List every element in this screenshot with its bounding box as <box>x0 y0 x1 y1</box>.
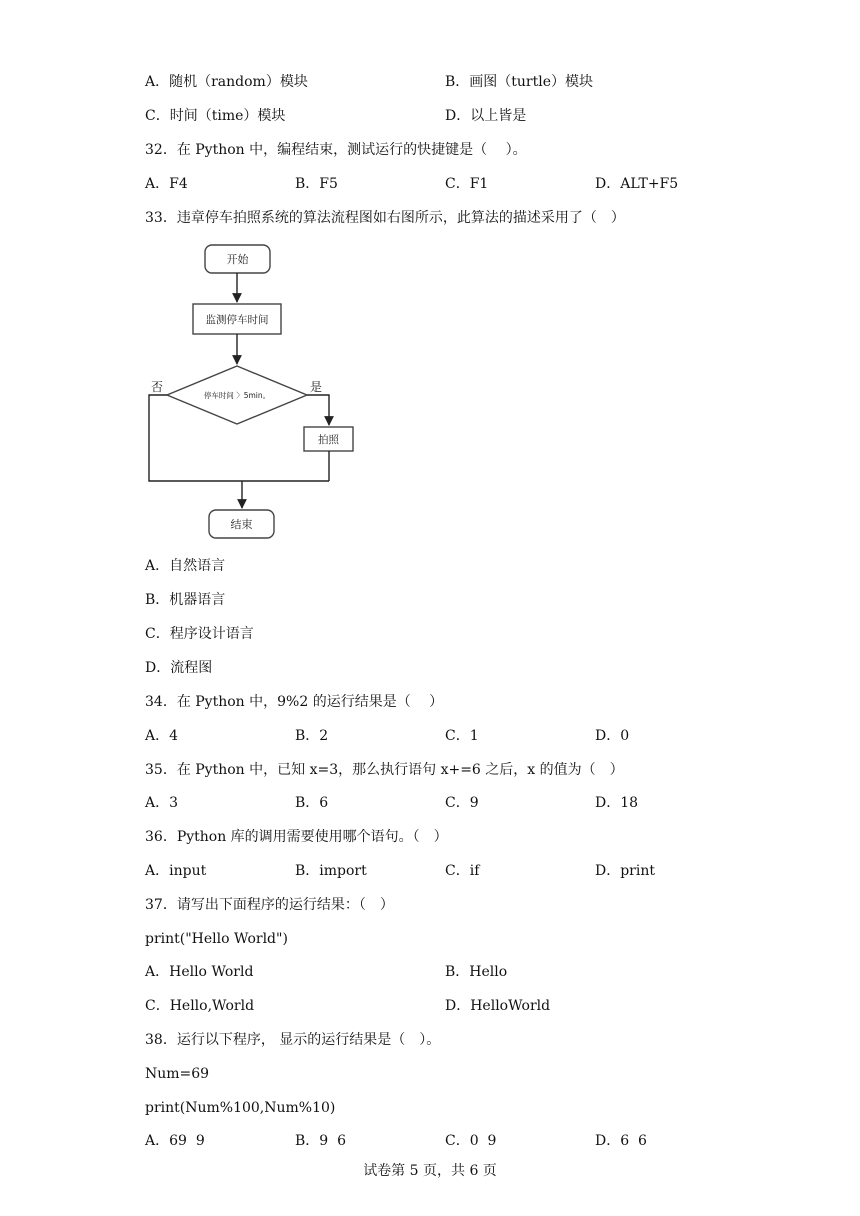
q32-option-b: B．F5 <box>295 176 338 192</box>
q36-stem: 36．Python 库的调用需要使用哪个语句。（ ） <box>145 829 448 845</box>
flow-end-label: 结束 <box>230 518 253 531</box>
flow-arrow <box>307 395 329 425</box>
q37-stem: 37．请写出下面程序的运行结果：（ ） <box>145 897 394 913</box>
q38-code-line-2: print(Num%100,Num%10) <box>145 1100 336 1116</box>
q38-code-line-1: Num=69 <box>145 1066 210 1082</box>
q34-stem: 34．在 Python 中，9%2 的运行结果是（ ） <box>145 694 444 710</box>
q33-option-b: B．机器语言 <box>145 592 226 608</box>
q38-stem: 38．运行以下程序， 显示的运行结果是（ ）。 <box>145 1032 441 1048</box>
q35-option-a: A．3 <box>145 795 179 811</box>
q32-stem: 32．在 Python 中，编程结束，测试运行的快捷键是（ ）。 <box>145 142 527 158</box>
flow-start-label: 开始 <box>226 253 249 266</box>
flow-no-label: 否 <box>151 380 164 394</box>
q34-option-d: D．0 <box>595 728 630 744</box>
q37-option-b: B．Hello <box>445 964 508 980</box>
q31-option-a: A．随机（random）模块 <box>145 74 308 90</box>
q32-option-c: C．F1 <box>445 176 489 192</box>
q35-option-b: B．6 <box>295 795 329 811</box>
q33-option-d: D．流程图 <box>145 660 213 676</box>
q35-stem: 35．在 Python 中，已知 x=3，那么执行语句 x+=6 之后，x 的值为（ ） <box>145 762 624 778</box>
q33-option-c: C．程序设计语言 <box>145 626 254 642</box>
q31-option-b: B．画图（turtle）模块 <box>445 74 594 90</box>
q36-option-c: C．if <box>445 863 480 879</box>
flow-yes-label: 是 <box>310 380 323 394</box>
q33-option-a: A．自然语言 <box>145 558 226 574</box>
q38-option-b: B．9 6 <box>295 1133 347 1149</box>
q38-option-a: A．69 9 <box>145 1133 205 1149</box>
q33-flowchart <box>140 238 370 544</box>
q38-option-c: C．0 9 <box>445 1133 497 1149</box>
q37-code: print("Hello World") <box>145 931 288 947</box>
flow-photo-label: 拍照 <box>318 434 339 446</box>
q36-option-a: A．input <box>145 863 207 879</box>
q31-option-d: D．以上皆是 <box>445 108 527 124</box>
flow-process-label: 监测停车时间 <box>205 314 269 326</box>
q34-option-b: B．2 <box>295 728 329 744</box>
q35-option-d: D．18 <box>595 795 639 811</box>
q34-option-a: A．4 <box>145 728 179 744</box>
q31-option-c: C．时间（time）模块 <box>145 108 286 124</box>
q32-option-d: D．ALT+F5 <box>595 176 679 192</box>
flow-decision-label: 停车时间 〉5min。 <box>203 391 271 400</box>
q37-option-c: C．Hello,World <box>145 998 255 1014</box>
page-footer: 试卷第 5 页，共 6 页 <box>363 1163 497 1179</box>
q37-option-d: D．HelloWorld <box>445 998 551 1014</box>
q33-stem: 33．违章停车拍照系统的算法流程图如右图所示，此算法的描述采用了（ ） <box>145 210 625 226</box>
q32-option-a: A．F4 <box>145 176 188 192</box>
q36-option-d: D．print <box>595 863 655 879</box>
q34-option-c: C．1 <box>445 728 479 744</box>
q36-option-b: B．import <box>295 863 367 879</box>
q35-option-c: C．9 <box>445 795 479 811</box>
q37-option-a: A．Hello World <box>145 964 254 980</box>
q38-option-d: D．6 6 <box>595 1133 647 1149</box>
